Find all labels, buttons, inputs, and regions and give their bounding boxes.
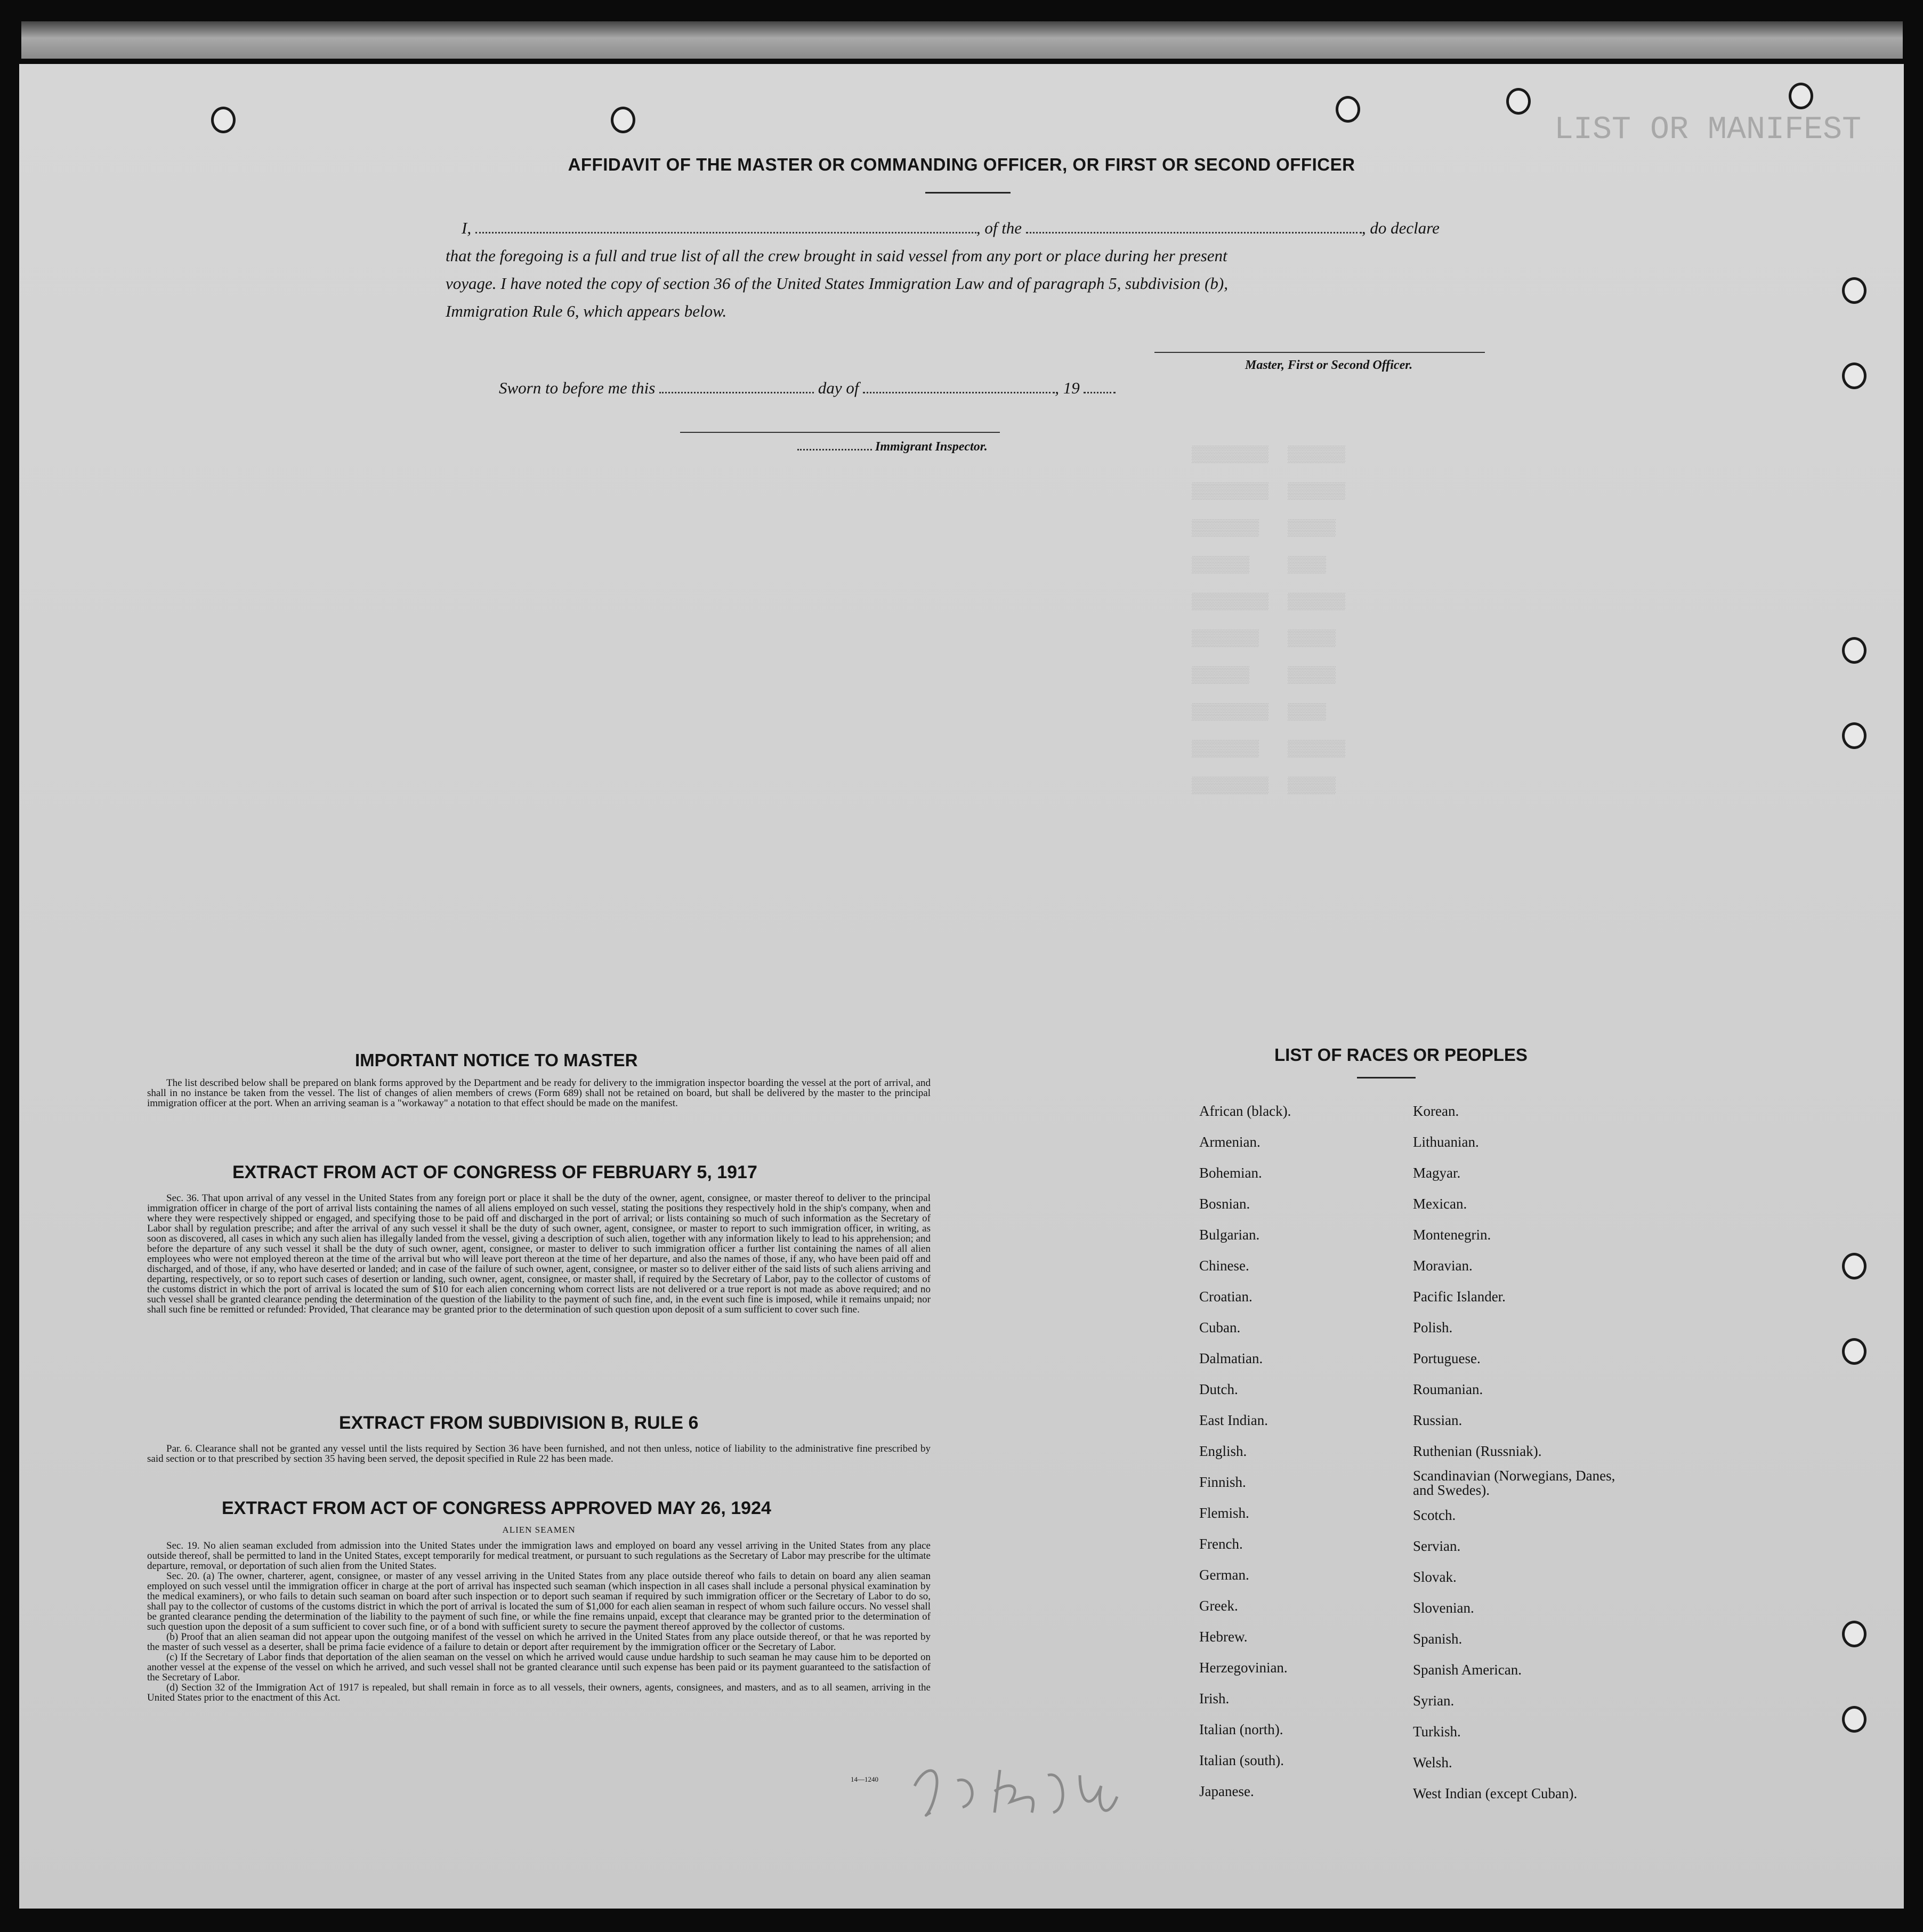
binding-hole: [611, 107, 635, 133]
extract-rule6-text: [147, 1444, 931, 1464]
title-underline: [925, 192, 1011, 194]
race-item: Spanish American.: [1413, 1662, 1522, 1678]
affidavit-line-2: that the foregoing is a full and true list of all the crew brought in said vessel from any port or place during her present: [446, 246, 1227, 265]
sec-20b-paragraph: (b) Proof that an alien seaman did not appear upon the outgoing manifest of the vessel on which he arrived in the United States from any place outside thereof, or that he was reported by the master of such vessel as a deserter, shall be prima facie evidence of a failure to detain or deport after requirement by the immigration officer or the Secretary of Labor.: [147, 1631, 931, 1653]
race-item: Irish.: [1199, 1690, 1230, 1706]
manifest-page: [19, 64, 1904, 1909]
binding-hole: [1336, 96, 1360, 123]
sworn-day-blank[interactable]: [659, 380, 814, 393]
race-item: Russian.: [1413, 1412, 1463, 1428]
race-item: African (black).: [1199, 1103, 1291, 1119]
race-item: Welsh.: [1413, 1754, 1452, 1770]
race-item: Bohemian.: [1199, 1165, 1262, 1181]
race-item: Bulgarian.: [1199, 1227, 1260, 1243]
vessel-blank[interactable]: [1026, 220, 1362, 234]
affidavit-line-1: [462, 219, 1440, 238]
sec-20c-paragraph: (c) If the Secretary of Labor finds that deportation of the alien seaman on the vessel on which he arrived would cause undue hardship to such seaman he may cause him to be deported on another vessel at the expense of the vessel on which he arrived, and such vessel shall not be granted clearance until such expense has been paid or its payment guaranteed to the satisfaction of the Secretary of Labor.: [147, 1652, 931, 1683]
affidavit-title: AFFIDAVIT OF THE MASTER OR COMMANDING OFFICER, OR FIRST OR SECOND OFFICER: [568, 155, 1355, 174]
race-item: Korean.: [1413, 1103, 1459, 1119]
inspector-label: [797, 440, 988, 454]
race-item: Polish.: [1413, 1319, 1453, 1335]
binding-hole: [211, 107, 236, 133]
race-item: English.: [1199, 1443, 1247, 1459]
binding-hole: [1506, 88, 1531, 115]
race-item: West Indian (except Cuban).: [1413, 1785, 1578, 1801]
sworn-month-blank[interactable]: [863, 380, 1055, 393]
race-item: Moravian.: [1413, 1258, 1473, 1274]
race-item: Scotch.: [1413, 1507, 1456, 1523]
bleed-through-rows: ▒▒▒▒▒▒▒▒ ▒▒▒▒▒▒ ▒▒▒▒▒▒▒▒ ▒▒▒▒▒▒ ▒▒▒▒▒▒▒ ▒▒▒▒▒ ▒▒▒▒▒▒ ▒▒▒▒ ▒▒▒▒▒▒▒▒ ▒▒▒▒▒▒ ▒▒▒▒▒▒▒ ▒▒▒▒▒ ▒▒▒▒▒▒ ▒▒▒▒▒ ▒▒▒▒▒▒▒▒ ▒▒▒▒ ▒▒▒▒▒▒▒ ▒▒▒▒▒▒ ▒▒▒▒▒▒▒▒ ▒▒▒▒▒: [1192, 446, 1346, 795]
affidavit-line-4: Immigration Rule 6, which appears below.: [446, 302, 727, 320]
sworn-year-blank[interactable]: [1084, 380, 1116, 393]
race-item: Chinese.: [1199, 1258, 1249, 1274]
extract-1924-text: [147, 1541, 931, 1703]
race-item: French.: [1199, 1536, 1243, 1552]
race-item: Italian (south).: [1199, 1752, 1284, 1768]
race-item: Roumanian.: [1413, 1381, 1483, 1397]
binding-hole: [1842, 1621, 1867, 1647]
race-item: Spanish.: [1413, 1631, 1463, 1647]
bleed-through-text: LIST OR MANIFEST: [1554, 112, 1862, 148]
binding-hole: [1842, 637, 1867, 664]
race-item: Dalmatian.: [1199, 1350, 1263, 1366]
race-item: Turkish.: [1413, 1724, 1461, 1740]
race-item: Greek.: [1199, 1598, 1238, 1614]
race-item: Flemish.: [1199, 1505, 1249, 1521]
races-left-column: [1199, 1096, 1291, 1807]
extract-1917-title: EXTRACT FROM ACT OF CONGRESS OF FEBRUARY 5, 1917: [232, 1162, 757, 1182]
rule6-paragraph: Par. 6. Clearance shall not be granted any vessel until the lists required by Section 36 have been furnished, and not then unless, notice of liability to the administrative fine prescribed by said section or to that prescribed by section 35 having been served, the deposit specified in Rule 22 has been made.: [147, 1443, 931, 1464]
notice-text: [147, 1078, 931, 1108]
notice-title: IMPORTANT NOTICE TO MASTER: [355, 1050, 638, 1070]
race-item: Bosnian.: [1199, 1196, 1250, 1212]
race-item: Armenian.: [1199, 1134, 1261, 1150]
sec-20d-paragraph: (d) Section 32 of the Immigration Act of 1917 is repealed, but shall remain in force as to all vessels, their owners, agents, consignees, and masters, and as to all seamen, arriving in the United States prior to the enactment of this Act.: [147, 1682, 931, 1703]
binding-hole: [1842, 722, 1867, 749]
race-item: Mexican.: [1413, 1196, 1467, 1212]
sec-20a-paragraph: Sec. 20. (a) The owner, charterer, agent, consignee, or master of any vessel arriving in the United States from any place outside thereof who fails to detain on board any alien seaman employed on such vessel until the immigration officer in charge at the port of arrival has inspected such seaman (which inspection in all cases shall include a personal physical examination by the medical examiners), or who fails to detain such seaman on board after such inspection or to deport such seaman if required by such immigration officer or the Secretary of Labor to do so, shall pay to the collector of customs of the customs district in which the port of arrival is located the sum of $1,000 for each alien seaman in respect of whom such failure occurs. No vessel shall be granted clearance pending the determination of the liability to the payment of such fine, or while the fine remains unpaid, except that clearance may be granted prior to the determination of such question upon the deposit of a sum sufficient to cover such fine, or of a bond with sufficient surety to secure the payment thereof approved by the collector of customs.: [147, 1571, 931, 1632]
race-item: Slovak.: [1413, 1569, 1457, 1585]
race-item: Scandinavian (Norwegians, Danes, and Swedes).: [1413, 1468, 1615, 1498]
inspector-label-text: Immigrant Inspector.: [875, 440, 988, 454]
race-item: German.: [1199, 1567, 1249, 1583]
binding-hole: [1789, 83, 1813, 109]
binding-hole: [1842, 363, 1867, 389]
master-signature-label: Master, First or Second Officer.: [1245, 358, 1413, 372]
affidavit-of-the: , of the: [976, 219, 1022, 237]
sworn-day-of: day of: [818, 379, 859, 397]
race-item: Servian.: [1413, 1538, 1461, 1554]
handwritten-signature: [904, 1754, 1170, 1829]
master-signature-line[interactable]: [1154, 352, 1485, 353]
race-item: Dutch.: [1199, 1381, 1238, 1397]
race-item: Herzegovinian.: [1199, 1660, 1288, 1676]
race-item: Finnish.: [1199, 1474, 1246, 1490]
race-item: Syrian.: [1413, 1693, 1455, 1709]
race-item: Magyar.: [1413, 1165, 1461, 1181]
race-item: East Indian.: [1199, 1412, 1268, 1428]
inspector-blank[interactable]: [797, 440, 872, 450]
race-item: Lithuanian.: [1413, 1134, 1479, 1150]
races-title: LIST OF RACES OR PEOPLES: [1274, 1045, 1528, 1065]
section-36-paragraph: Sec. 36. That upon arrival of any vessel in the United States from any foreign port or place it shall be the duty of the owner, agent, consignee, or master thereof to deliver to the principal immigration officer in charge of the port of arrival lists containing the names of all aliens employed on such vessel, stating the positions they respectively hold in the ship's company, when and where they were respectively shipped or engaged, and specifying those to be paid off and discharged in the port of arrival; or lists containing so much of such information as the Secretary of Labor shall by regulation prescribe; and after the arrival of any such vessel it shall be the duty of such owner, agent, consignee, or master to report to such immigration officer, in writing, as soon as discovered, all cases in which any such alien has illegally landed from the vessel, giving a description of such alien, together with any information likely to lead to his apprehension; and before the departure of any such vessel it shall be the duty of such owner, agent, consignee, or master to deliver to such immigration officer a further list containing the names of all alien employees who were not employed thereon at the time of the arrival but who will leave port thereon at the time of her departure, and also the names of those, if any, who have been paid off and discharged, and of those, if any, who have deserted or landed; and in case of the failure of such owner, agent, consignee, or master so to deliver either of the said lists of such aliens arriving and departing, respectively, or so to report such cases of desertion or landing, such owner, agent, consignee, or master shall, if required by the Secretary of Labor, pay to the collector of customs of the customs district in which the port of arrival is located the sum of $10 for each alien concerning whom correct lists are not delivered or a true report is not made as above required; and no such vessel shall be granted clearance pending the determination of the question of the liability to the payment of such fine, and, in the event such fine is imposed, while it remains unpaid; nor shall such fine be remitted or refunded: Provided, That clearance may be granted prior to the determination of such question upon deposit of a sum sufficient to cover such fine.: [147, 1193, 931, 1315]
extract-1917-text: [147, 1193, 931, 1315]
race-item: Italian (north).: [1199, 1721, 1283, 1737]
notice-paragraph: The list described below shall be prepared on blank forms approved by the Department and be ready for delivery to the immigration inspector boarding the vessel at the port of arrival, and shall in no instance be taken from the vessel. The list of changes of alien members of crews (Form 689) shall not be retained on board, but shall be delivered by the master to the principal immigration officer at the port. When an arriving seaman is a "workaway" a notation to that effect should be made on the manifest.: [147, 1077, 931, 1109]
race-item: Portuguese.: [1413, 1350, 1481, 1366]
races-right-column: [1413, 1096, 1615, 1809]
page-edge-strip: [21, 21, 1903, 59]
race-item: Pacific Islander.: [1413, 1289, 1506, 1305]
name-blank[interactable]: [475, 220, 976, 234]
affidavit-do-declare: , do declare: [1361, 219, 1440, 237]
races-title-underline: [1357, 1077, 1416, 1078]
affidavit-line-3: voyage. I have noted the copy of section 36 of the United States Immigration Law and of paragraph 5, subdivision (b),: [446, 274, 1228, 293]
race-item: Slovenian.: [1413, 1600, 1474, 1616]
sworn-line: [499, 379, 1116, 398]
binding-hole: [1842, 277, 1867, 304]
race-item: Hebrew.: [1199, 1629, 1248, 1645]
inspector-signature-line[interactable]: [680, 432, 1000, 433]
affidavit-i: I,: [462, 219, 472, 237]
binding-hole: [1842, 1253, 1867, 1279]
sworn-text: Sworn to before me this: [499, 379, 656, 397]
race-item: Ruthenian (Russniak).: [1413, 1443, 1542, 1459]
race-item: Croatian.: [1199, 1289, 1253, 1305]
sec-19-paragraph: Sec. 19. No alien seaman excluded from admission into the United States under the immigration laws and employed on board any vessel arriving in the United States from any place outside thereof, shall be permitted to land in the United States, except temporarily for medical treatment, or pursuant to such regulations as the Secretary of Labor may prescribe for the ultimate departure, removal, or deportation of such alien from the United States.: [147, 1540, 931, 1572]
alien-seamen-subtitle: ALIEN SEAMEN: [502, 1525, 576, 1535]
binding-hole: [1842, 1706, 1867, 1733]
race-item: Cuban.: [1199, 1319, 1241, 1335]
sworn-year-prefix: , 19: [1055, 379, 1080, 397]
form-number: 14—1240: [851, 1775, 878, 1783]
extract-1924-title: EXTRACT FROM ACT OF CONGRESS APPROVED MAY 26, 1924: [222, 1498, 771, 1518]
race-item: Japanese.: [1199, 1783, 1254, 1799]
extract-rule6-title: EXTRACT FROM SUBDIVISION B, RULE 6: [339, 1413, 699, 1433]
binding-hole: [1842, 1338, 1867, 1365]
race-item: Montenegrin.: [1413, 1227, 1491, 1243]
